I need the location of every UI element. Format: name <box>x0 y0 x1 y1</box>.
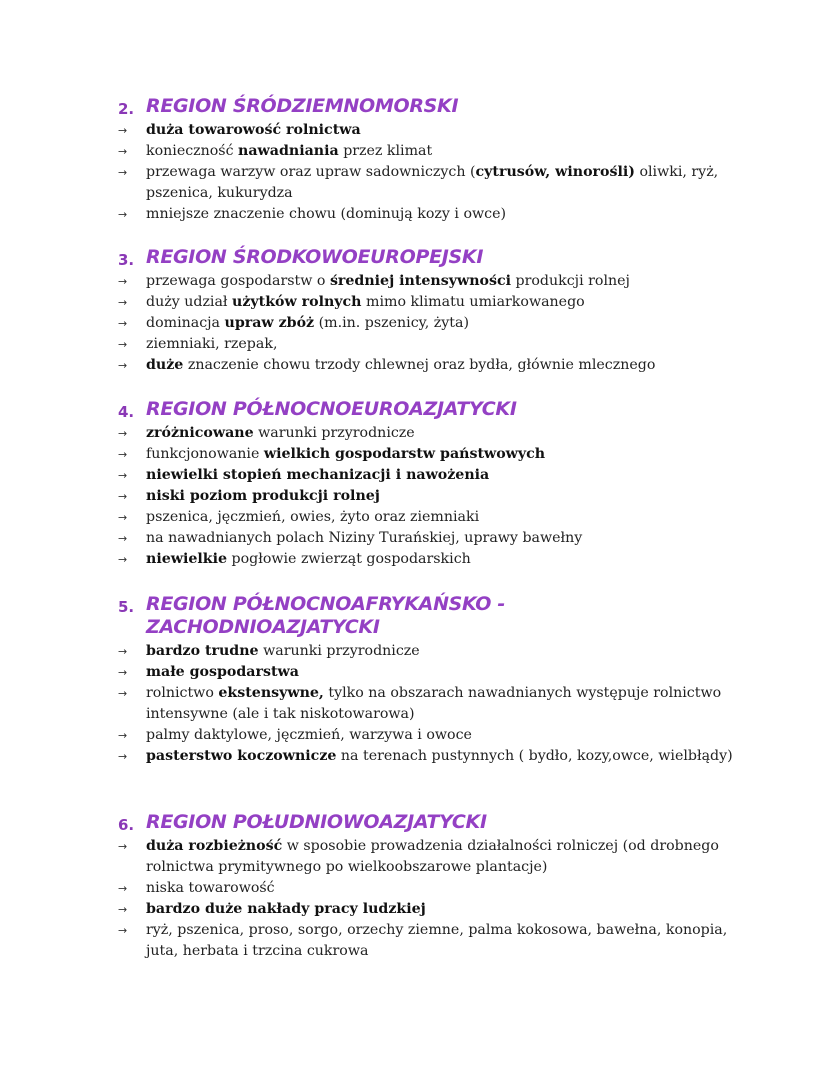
arrow-bullet-icon: → <box>118 469 128 482</box>
arrow-bullet-icon: → <box>118 840 128 853</box>
list-item <box>118 355 758 376</box>
list-item <box>118 204 758 225</box>
list-item <box>118 271 758 292</box>
list-item-text <box>146 271 758 292</box>
list-item <box>118 641 758 662</box>
arrow-bullet-icon: → <box>118 750 128 763</box>
text-run: duży udział <box>146 294 233 310</box>
arrow-bullet-icon: → <box>118 166 128 179</box>
list-item-text <box>146 120 758 141</box>
bullet-list <box>118 271 758 376</box>
list-item-text <box>146 162 758 204</box>
text-run: ryż, pszenica, proso, sorgo, orzechy ziemne, palma kokosowa, bawełna, konopia, juta, herbata i trzcina cukrowa <box>146 922 728 959</box>
section-4 <box>118 398 758 570</box>
list-item-text <box>146 725 758 746</box>
bold-text: niewielkie <box>146 551 227 567</box>
list-item-text <box>146 313 758 334</box>
arrow-bullet-icon: → <box>118 490 128 503</box>
bullet-list <box>118 423 758 570</box>
bullet-list <box>118 836 758 962</box>
list-item-text <box>146 355 758 376</box>
section-3 <box>118 246 758 376</box>
list-item-text <box>146 836 758 878</box>
list-item-text <box>146 141 758 162</box>
section-heading <box>118 95 758 118</box>
arrow-bullet-icon: → <box>118 317 128 330</box>
text-run: przez klimat <box>338 143 433 159</box>
list-item <box>118 313 758 334</box>
list-item-text <box>146 423 758 444</box>
text-run: mimo klimatu umiarkowanego <box>361 294 585 310</box>
section-number: 6. <box>118 816 135 834</box>
bold-text: zróżnicowane <box>146 425 254 441</box>
arrow-bullet-icon: → <box>118 882 128 895</box>
list-item-text <box>146 444 758 465</box>
text-run: niska towarowość <box>146 880 275 896</box>
list-item-text <box>146 641 758 662</box>
bold-text: cytrusów, winorośli) <box>475 164 635 180</box>
list-item <box>118 878 758 899</box>
arrow-bullet-icon: → <box>118 145 128 158</box>
bullet-list <box>118 641 758 767</box>
section-title: REGION PÓŁNOCNOEUROAZJATYCKI <box>146 398 517 420</box>
bold-text: pasterstwo koczownicze <box>146 748 337 764</box>
text-run: pogłowie zwierząt gospodarskich <box>227 551 471 567</box>
bullet-list <box>118 120 758 225</box>
arrow-bullet-icon: → <box>118 924 128 937</box>
arrow-bullet-icon: → <box>118 427 128 440</box>
section-heading <box>118 593 758 639</box>
list-item-text <box>146 486 758 507</box>
section-heading <box>118 398 758 421</box>
section-5 <box>118 593 758 767</box>
text-run: produkcji rolnej <box>511 273 630 289</box>
text-run: tylko na obszarach nawadnianych występuje rolnictwo intensywne (ale i tak niskotowarowa) <box>146 685 722 722</box>
section-number: 2. <box>118 100 135 118</box>
text-run: na nawadnianych polach Niziny Turańskiej, uprawy bawełny <box>146 530 583 546</box>
bold-text: duże <box>146 357 184 373</box>
text-run: oliwki, ryż, pszenica, kukurydza <box>146 164 719 201</box>
arrow-bullet-icon: → <box>118 903 128 916</box>
bold-text: nawadniania <box>238 143 339 159</box>
section-6 <box>118 811 758 962</box>
list-item <box>118 120 758 141</box>
text-run: warunki przyrodnicze <box>253 425 415 441</box>
text-run: palmy daktylowe, jęczmień, warzywa i owoce <box>146 727 472 743</box>
list-item <box>118 920 758 962</box>
arrow-bullet-icon: → <box>118 553 128 566</box>
section-title: REGION ŚRODKOWOEUROPEJSKI <box>146 246 484 268</box>
arrow-bullet-icon: → <box>118 511 128 524</box>
arrow-bullet-icon: → <box>118 124 128 137</box>
bold-text: wielkich gospodarstw państwowych <box>263 446 546 462</box>
section-title: REGION PÓŁNOCNOAFRYKAŃSKO - ZACHODNIOAZJATYCKI <box>146 593 506 638</box>
text-run: pszenica, jęczmień, owies, żyto oraz ziemniaki <box>146 509 480 525</box>
section-heading <box>118 246 758 269</box>
bold-text: małe gospodarstwa <box>146 664 299 680</box>
text-run: na terenach pustynnych ( bydło, kozy,owce, wielbłądy) <box>336 748 733 764</box>
arrow-bullet-icon: → <box>118 275 128 288</box>
bold-text: duża towarowość rolnictwa <box>146 122 361 138</box>
section-heading <box>118 811 758 834</box>
list-item <box>118 662 758 683</box>
text-run: dominacja <box>146 315 225 331</box>
arrow-bullet-icon: → <box>118 338 128 351</box>
list-item-text <box>146 549 758 570</box>
list-item <box>118 528 758 549</box>
list-item-text <box>146 920 758 962</box>
arrow-bullet-icon: → <box>118 645 128 658</box>
text-run: przewaga warzyw oraz upraw sadowniczych ( <box>146 164 476 180</box>
list-item-text <box>146 878 758 899</box>
bold-text: upraw zbóż <box>224 315 315 331</box>
text-run: warunki przyrodnicze <box>258 643 420 659</box>
list-item <box>118 683 758 725</box>
section-number: 4. <box>118 403 135 421</box>
list-item <box>118 507 758 528</box>
arrow-bullet-icon: → <box>118 729 128 742</box>
list-item <box>118 725 758 746</box>
text-run: przewaga gospodarstw o <box>146 273 330 289</box>
bold-text: niewielki stopień mechanizacji i nawożenia <box>146 467 490 483</box>
list-item-text <box>146 465 758 486</box>
text-run: znaczenie chowu trzody chlewnej oraz bydła, głównie mlecznego <box>183 357 656 373</box>
arrow-bullet-icon: → <box>118 448 128 461</box>
text-run: w sposobie prowadzenia działalności rolniczej (od drobnego rolnictwa prymitywnego po wielkoobszarowe plantacje) <box>146 838 719 875</box>
section-title: REGION POŁUDNIOWOAZJATYCKI <box>146 811 487 833</box>
list-item-text <box>146 507 758 528</box>
list-item-text <box>146 683 758 725</box>
list-item <box>118 486 758 507</box>
bold-text: bardzo duże nakłady pracy ludzkiej <box>146 901 426 917</box>
section-number: 3. <box>118 251 135 269</box>
list-item-text <box>146 746 758 767</box>
list-item-text <box>146 204 758 225</box>
bold-text: ekstensywne, <box>218 685 324 701</box>
section-number: 5. <box>118 598 135 616</box>
list-item <box>118 334 758 355</box>
list-item <box>118 141 758 162</box>
arrow-bullet-icon: → <box>118 666 128 679</box>
list-item-text <box>146 528 758 549</box>
section-2 <box>118 95 758 225</box>
list-item <box>118 549 758 570</box>
list-item <box>118 292 758 313</box>
list-item <box>118 836 758 878</box>
arrow-bullet-icon: → <box>118 532 128 545</box>
list-item <box>118 444 758 465</box>
text-run: rolnictwo <box>146 685 219 701</box>
bold-text: bardzo trudne <box>146 643 259 659</box>
bold-text: średniej intensywności <box>329 273 511 289</box>
arrow-bullet-icon: → <box>118 208 128 221</box>
list-item <box>118 746 758 767</box>
list-item <box>118 899 758 920</box>
text-run: funkcjonowanie <box>146 446 264 462</box>
text-run: mniejsze znaczenie chowu (dominują kozy i owce) <box>146 206 507 222</box>
text-run: (m.in. pszenicy, żyta) <box>314 315 469 331</box>
arrow-bullet-icon: → <box>118 359 128 372</box>
list-item-text <box>146 899 758 920</box>
list-item <box>118 162 758 204</box>
section-title: REGION ŚRÓDZIEMNOMORSKI <box>146 95 459 117</box>
text-run: konieczność <box>146 143 239 159</box>
list-item-text <box>146 662 758 683</box>
arrow-bullet-icon: → <box>118 296 128 309</box>
text-run: ziemniaki, rzepak, <box>146 336 278 352</box>
list-item <box>118 465 758 486</box>
list-item-text <box>146 334 758 355</box>
list-item <box>118 423 758 444</box>
list-item-text <box>146 292 758 313</box>
bold-text: duża rozbieżność <box>146 838 283 854</box>
arrow-bullet-icon: → <box>118 687 128 700</box>
bold-text: użytków rolnych <box>232 294 362 310</box>
bold-text: niski poziom produkcji rolnej <box>146 488 380 504</box>
